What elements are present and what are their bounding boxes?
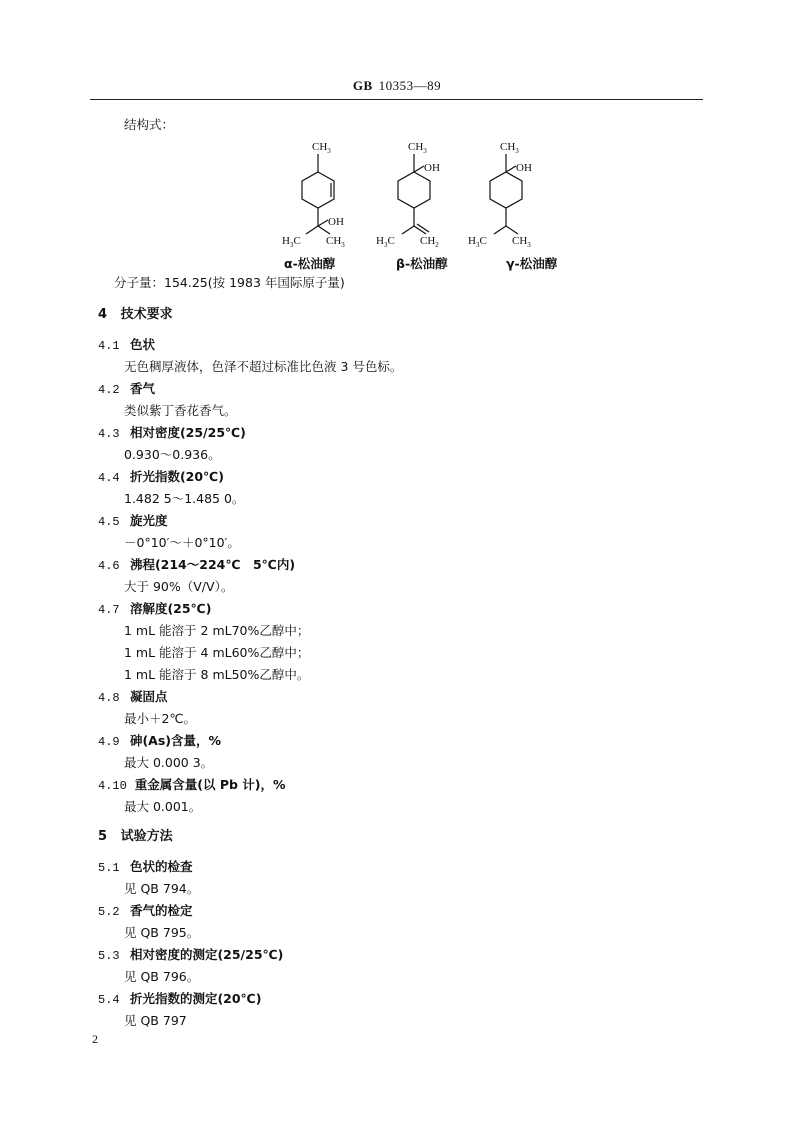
item-4-9: 4.9 砷(As)含量，% [98, 733, 222, 749]
item-5-2-line: 见 QB 795。 [124, 925, 200, 940]
item-4-9-line: 最大 0.000 3。 [124, 755, 214, 770]
item-4-7-line-3: 1 mL 能溶于 8 mL50%乙醇中。 [124, 667, 310, 682]
item-4-10: 4.10 重金属含量(以 Pb 计)，% [98, 777, 286, 793]
page-number: 2 [92, 1032, 98, 1046]
alpha-caption: α-松油醇 [284, 256, 336, 271]
header-rule [90, 99, 703, 100]
item-4-1: 4.1 色状 [98, 337, 155, 353]
structure-label: 结构式： [124, 117, 175, 132]
item-5-3: 5.3 相对密度的测定(25/25℃) [98, 947, 284, 963]
gamma-h3c: $H_3C$ [468, 235, 487, 249]
item-4-7-line-1: 1 mL 能溶于 2 mL70%乙醇中； [124, 623, 310, 638]
gamma-ch3-right: $CH_3$ [512, 235, 531, 249]
beta-ch2: $CH_2$ [420, 235, 439, 249]
item-4-8: 4.8 凝固点 [98, 689, 168, 705]
standard-code: 10353—89 [378, 78, 442, 93]
item-5-2: 5.2 香气的检定 [98, 903, 193, 919]
gamma-ch3-top: $CH_3$ [500, 141, 519, 155]
item-4-3-line: 0.930～0.936。 [124, 447, 221, 462]
item-4-5-line: －0°10′～＋0°10′。 [124, 535, 240, 550]
item-4-8-line: 最小＋2℃。 [124, 711, 196, 726]
item-4-4-line: 1.482 5～1.485 0。 [124, 491, 245, 506]
item-4-3: 4.3 相对密度(25/25℃) [98, 425, 246, 441]
item-5-4: 5.4 折光指数的测定(20℃) [98, 991, 262, 1007]
section-4-number: 4 [98, 307, 108, 322]
item-4-1-line: 无色稠厚液体，色泽不超过标准比色液 3 号色标。 [124, 359, 403, 374]
alpha-oh: OH [328, 216, 344, 228]
item-4-7-line-2: 1 mL 能溶于 4 mL60%乙醇中； [124, 645, 310, 660]
item-5-1-line: 见 QB 794。 [124, 881, 200, 896]
beta-caption: β-松油醇 [396, 256, 448, 271]
beta-h3c: $H_3C$ [376, 235, 395, 249]
page-header [0, 78, 794, 94]
section-5-number: 5 [98, 829, 108, 844]
item-4-6: 4.6 沸程(214～224℃ 5℃内) [98, 557, 296, 573]
standard-prefix: GB [352, 78, 373, 93]
beta-ch3-top: $CH_3$ [408, 141, 427, 155]
alpha-h3c: $H_3C$ [282, 235, 301, 249]
gamma-oh: OH [516, 162, 532, 174]
item-4-7: 4.7 溶解度(25℃) [98, 601, 212, 617]
gamma-caption: γ-松油醇 [506, 256, 558, 271]
item-4-4: 4.4 折光指数(20℃) [98, 469, 224, 485]
molecular-weight: 分子量：154.25(按 1983 年国际原子量) [114, 275, 345, 290]
item-4-10-line: 最大 0.001。 [124, 799, 202, 814]
item-5-3-line: 见 QB 796。 [124, 969, 200, 984]
section-4-heading [98, 307, 173, 323]
item-5-4-line: 见 QB 797 [124, 1013, 187, 1028]
alpha-ch3-right: $CH_3$ [326, 235, 345, 249]
beta-oh: OH [424, 162, 440, 174]
item-4-5: 4.5 旋光度 [98, 513, 168, 529]
alpha-ch3-top: $CH_3$ [312, 141, 331, 155]
item-5-1: 5.1 色状的检查 [98, 859, 193, 875]
item-4-2: 4.2 香气 [98, 381, 155, 397]
section-4-title: 技术要求 [120, 307, 173, 322]
item-4-6-line: 大于 90%（V/V）。 [124, 579, 234, 594]
item-4-2-line: 类似紫丁香花香气。 [124, 403, 237, 418]
structural-formulas [270, 134, 590, 254]
section-5-title: 试验方法 [120, 829, 173, 844]
section-5-heading [98, 829, 173, 845]
